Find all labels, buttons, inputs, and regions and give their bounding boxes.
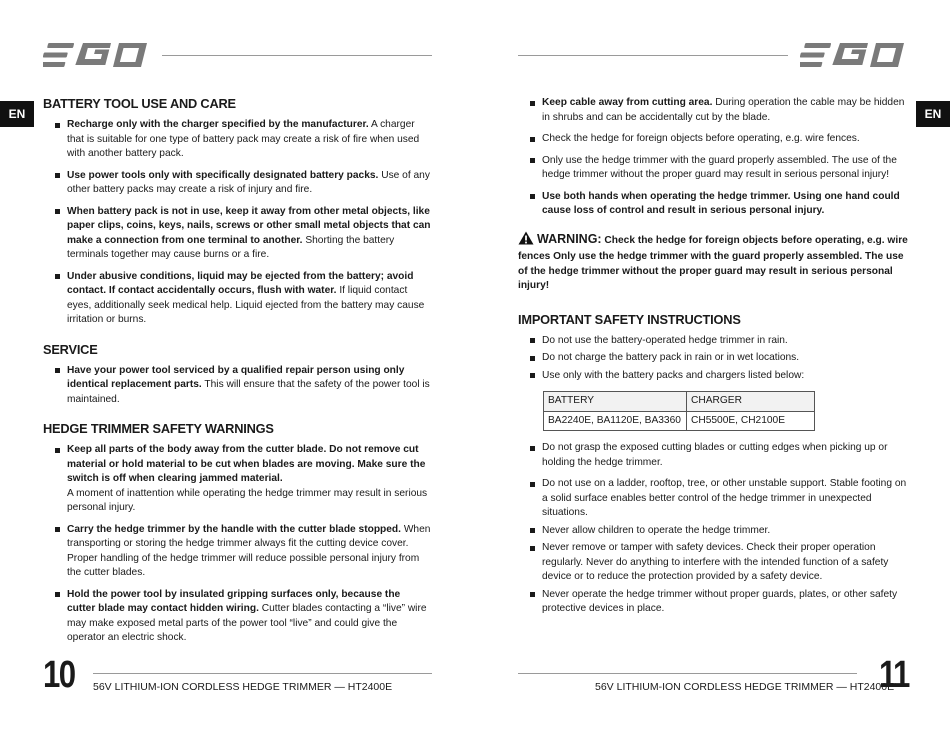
hedge-warnings-continued-list (518, 96, 910, 219)
list-item (43, 118, 431, 162)
item-bold: Recharge only with the charger specified by the manufacturer. (67, 119, 369, 130)
list-item: Use only with the battery packs and chargers listed below: (518, 369, 910, 384)
list-item (43, 205, 431, 263)
warning-text: Check the hedge for foreign objects before operating, e.g. wire fences Only use the hedge trimmer with the guard properly assembled. The use of the hedge trimmer without the proper guard may result in serious personal injury! (518, 234, 908, 291)
warning-label: WARNING: (537, 231, 602, 246)
section-title-hedge-warnings: HEDGE TRIMMER SAFETY WARNINGS (43, 421, 274, 436)
list-item: Do not use the battery-operated hedge trimmer in rain. (518, 334, 910, 349)
header-rule-left (162, 55, 432, 56)
list-item (43, 443, 431, 516)
battery-care-list (43, 118, 431, 328)
service-list (43, 364, 431, 408)
list-item: Never operate the hedge trimmer without proper guards, plates, or other safety protective devices in place. (518, 588, 910, 617)
list-item (43, 169, 431, 198)
item-text: During operation the cable may be hidden in shrubs and can be accidentally cut by the blade. (542, 97, 905, 123)
warning-block (518, 231, 910, 294)
list-item (43, 523, 431, 581)
item-text: Cutter blades contacting a “live” wire may make exposed metal parts of the power tool “live” and could give the operator an electric shock. (67, 603, 427, 643)
battery-charger-table (543, 391, 815, 431)
table-cell-charger: CH5500E, CH2100E (687, 411, 815, 431)
warning-triangle-icon (518, 231, 534, 251)
list-item: Never remove or tamper with safety devices. Check their proper operation regularly. Never do anything to interfere with the intended function of a safety device or to reduce the protection provided by a safety device. (518, 541, 910, 585)
header-rule-right (518, 55, 788, 56)
item-bold: Keep all parts of the body away from the cutter blade. Do not remove cut material or hold material to be cut when blades are moving. Make sure the switch is off when clearing jammed material. (67, 444, 426, 484)
table-header-charger: CHARGER (687, 392, 815, 412)
list-item: Never allow children to operate the hedge trimmer. (518, 524, 910, 539)
footer-rule-left (93, 673, 432, 674)
item-text: When transporting or storing the hedge trimmer always fit the cutting device cover. Proper handling of the hedge trimmer will reduce possible personal injury from the cutter blades. (67, 523, 431, 578)
item-bold: Use both hands when operating the hedge trimmer. Using one hand could cause loss of control and result in serious personal injury. (542, 190, 900, 216)
item-bold: Keep cable away from cutting area. (542, 97, 713, 108)
list-item: Do not grasp the exposed cutting blades or cutting edges when picking up or holding the hedge trimmer. (518, 441, 910, 470)
list-item (518, 132, 910, 147)
list-item (518, 154, 910, 183)
ego-logo-left (43, 40, 151, 70)
item-bold: Use power tools only with specifically designated battery packs. (67, 169, 379, 181)
item-text: Shorting the battery terminals together may cause burns or a fire. (67, 234, 395, 260)
right-page-content (518, 96, 910, 620)
item-bold: When battery pack is not in use, keep it away from other metal objects, like paper clips, coins, keys, nails, screws or other small metal objects that can make a connection from one terminal to another. (67, 205, 431, 246)
list-item (43, 364, 431, 408)
item-text: Only use the hedge trimmer with the guard properly assembled. The use of the hedge trimmer without the proper guard may result in serious personal injury! (542, 154, 897, 180)
list-item: Do not use on a ladder, rooftop, tree, or other unstable support. Stable footing on a solid surface enables better control of the hedge trimmer in unexpected situations. (518, 477, 910, 521)
item-text: A moment of inattention while operating the hedge trimmer may result in serious personal injury. (67, 487, 428, 513)
language-tab-left: EN (0, 101, 34, 127)
important-list-a (518, 334, 910, 384)
footer-title-right: 56V LITHIUM-ION CORDLESS HEDGE TRIMMER — HT2400E (595, 681, 895, 693)
language-tab-right: EN (916, 101, 950, 127)
section-title-important: IMPORTANT SAFETY INSTRUCTIONS (518, 311, 741, 327)
footer-rule-right (518, 673, 857, 674)
ego-logo-right (800, 40, 908, 70)
hedge-warnings-list (43, 443, 431, 646)
table-header-row (544, 392, 815, 412)
item-text: Check the hedge for foreign objects before operating, e.g. wire fences. (542, 133, 860, 144)
item-bold: Hold the power tool by insulated gripping surfaces only, because the cutter blade may contact hidden wiring. (67, 588, 401, 614)
important-list-b (518, 441, 910, 617)
item-bold: Under abusive conditions, liquid may be ejected from the battery; avoid contact. If contact accidentally occurs, flush with water. (67, 270, 414, 296)
list-item (43, 588, 431, 646)
list-item: Do not charge the battery pack in rain or in wet locations. (518, 351, 910, 366)
item-bold: Have your power tool serviced by a qualified repair person using only identical replacement parts. (67, 364, 405, 390)
list-item (518, 190, 910, 219)
list-item (518, 96, 910, 125)
table-header-battery: BATTERY (544, 392, 687, 412)
section-title-service: SERVICE (43, 341, 98, 357)
footer-title-left: 56V LITHIUM-ION CORDLESS HEDGE TRIMMER — HT2400E (93, 681, 393, 693)
list-item (43, 270, 431, 328)
item-text: This will ensure that the safety of the power tool is maintained. (67, 379, 430, 405)
page-number-left: 10 (43, 654, 75, 696)
item-text: A charger that is suitable for one type of battery pack may create a risk of fire when used with another battery pack. (67, 119, 420, 159)
section-title-battery: BATTERY TOOL USE AND CARE (43, 96, 236, 111)
item-text: If liquid contact eyes, additionally seek medical help. Liquid ejected from the battery may cause irritation or burns. (67, 285, 425, 325)
page-number-right: 11 (879, 654, 909, 696)
table-cell-battery: BA2240E, BA1120E, BA3360 (544, 411, 687, 431)
item-text: Use of any other battery packs may create a risk of injury and fire. (67, 169, 430, 195)
item-bold: Carry the hedge trimmer by the handle with the cutter blade stopped. (67, 523, 401, 535)
table-row (544, 411, 815, 431)
left-page-content (43, 96, 431, 653)
